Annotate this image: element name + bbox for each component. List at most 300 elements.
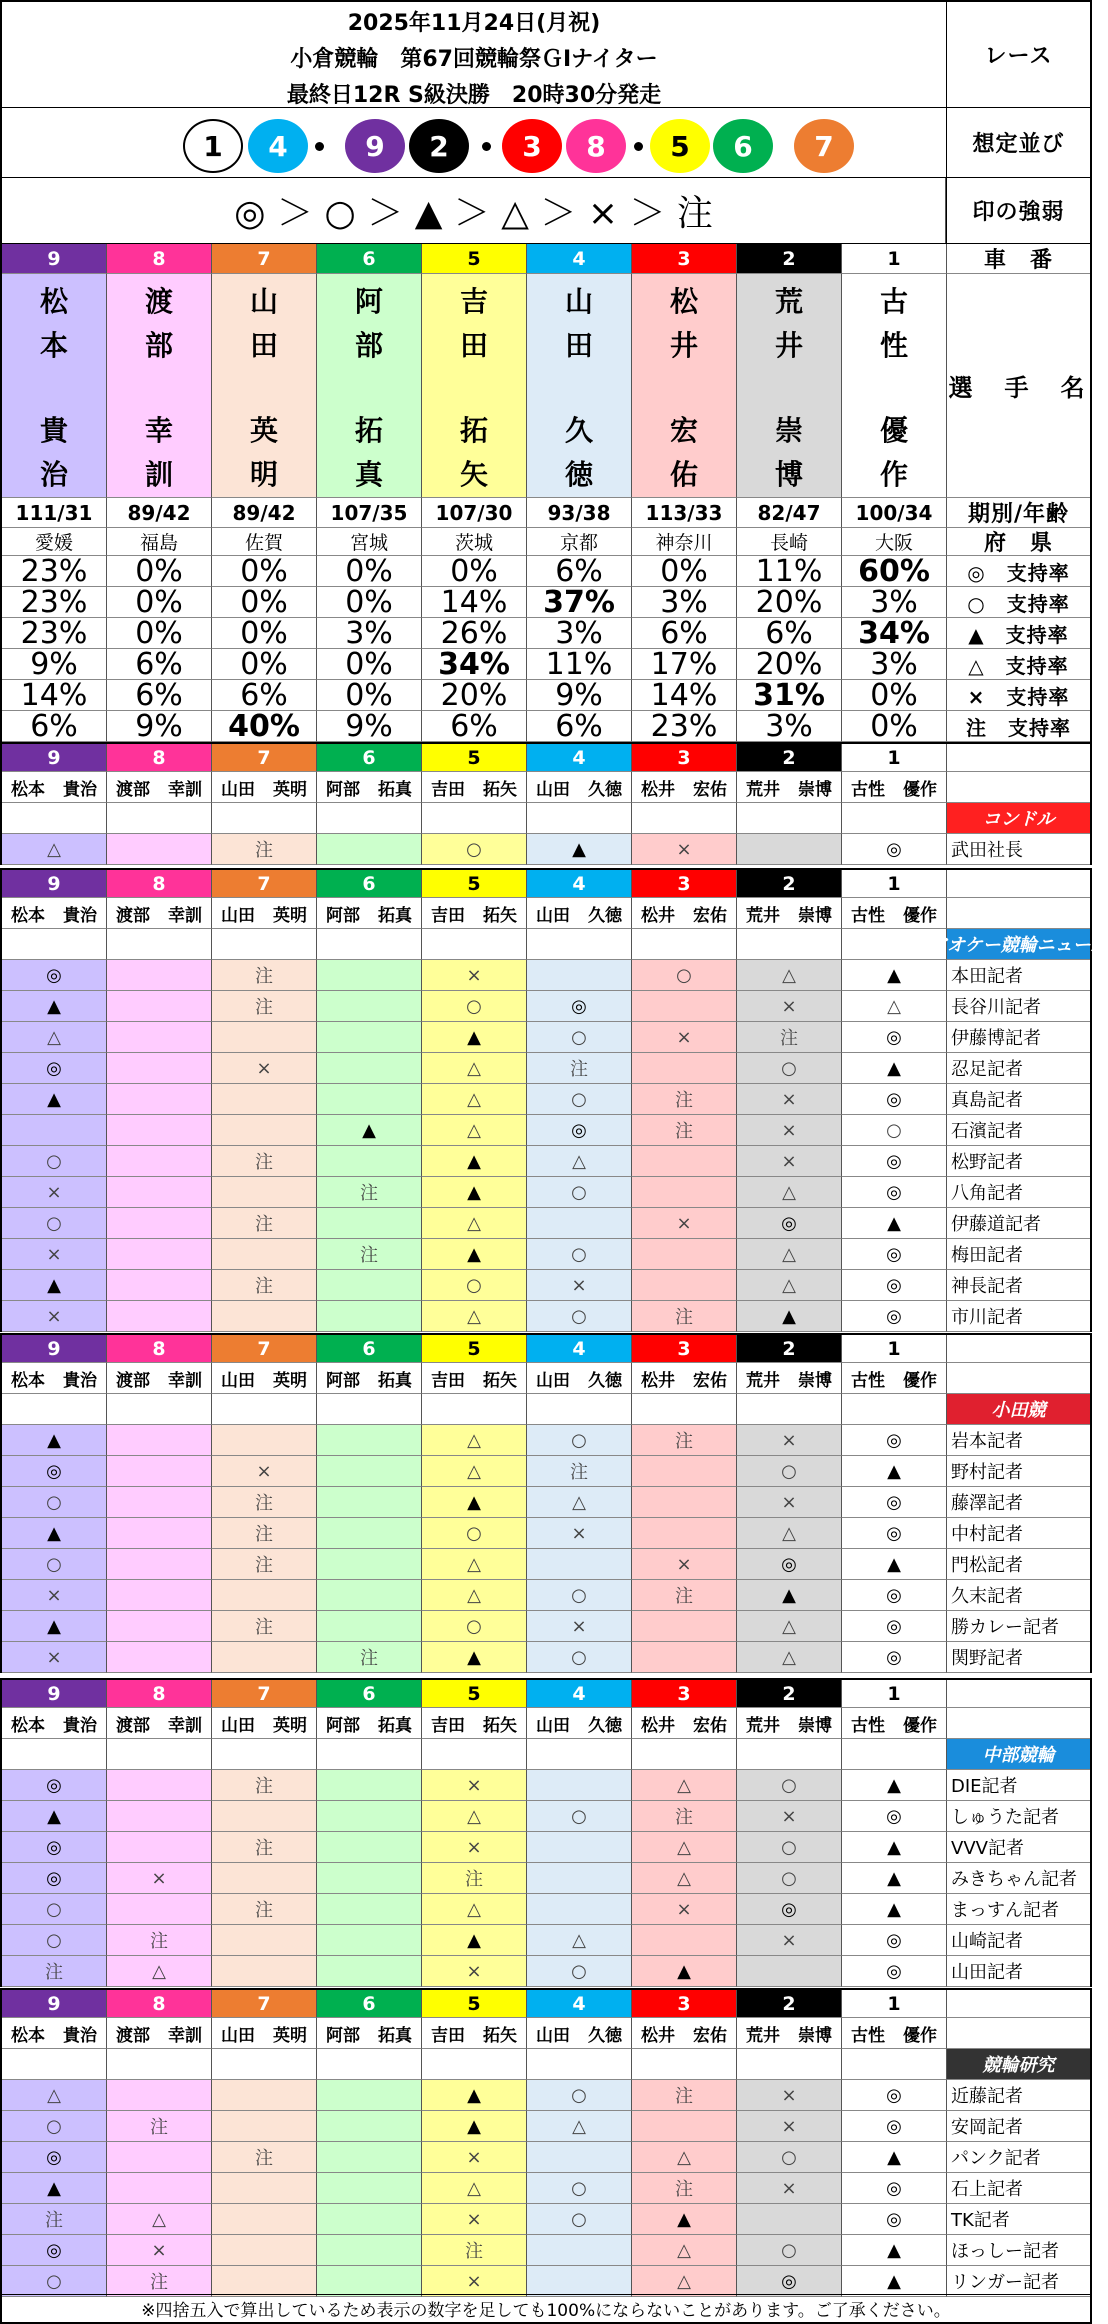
prediction-mark: ◎ [842, 1611, 947, 1642]
rider-name-char: 真 [354, 458, 383, 491]
prediction-mark [107, 1053, 212, 1084]
rider-short-surname: 松本 [11, 779, 45, 800]
rider-short-surname: 松井 [641, 779, 675, 800]
prediction-mark: × [527, 1270, 632, 1301]
car-number-1: 1 [842, 1990, 947, 2018]
car-number-5: 5 [422, 1335, 527, 1363]
car-number-9: 9 [2, 1335, 107, 1363]
prediction-mark: ▲ [737, 1580, 842, 1611]
prediction-mark: ◎ [842, 1022, 947, 1053]
support-rate-value: 0% [317, 649, 422, 680]
rider-name [317, 274, 422, 498]
mark-strength-label: 印の強弱 [946, 178, 1090, 243]
support-rate-value: 40% [212, 711, 317, 742]
rider-short-name [212, 2018, 317, 2049]
prediction-mark: ◎ [842, 1425, 947, 1456]
logo-row-blank [2, 1739, 107, 1770]
rider-short-given: 拓真 [378, 779, 412, 800]
prediction-mark [212, 1425, 317, 1456]
support-rate-value: 34% [842, 618, 947, 649]
predictor-name: 安岡記者 [947, 2111, 1090, 2142]
prediction-row [0, 1580, 1092, 1611]
car-number-2: 2 [737, 1990, 842, 2018]
rider-name-char: 田 [249, 329, 278, 362]
rider-name [527, 274, 632, 498]
predictor-name: ほっしー記者 [947, 2235, 1090, 2266]
rider-short-given: 拓矢 [483, 2025, 517, 2046]
rider-short-name [422, 1708, 527, 1739]
predictor-name: 伊藤博記者 [947, 1022, 1090, 1053]
prediction-mark: △ [737, 1611, 842, 1642]
prediction-mark [632, 2111, 737, 2142]
rider-prefecture: 福島 [107, 528, 212, 556]
prediction-mark: 注 [632, 1301, 737, 1332]
support-rate-label: ▲ 支持率 [947, 618, 1090, 649]
prediction-mark [212, 1022, 317, 1053]
rider-name-char: 幸 [144, 414, 173, 447]
prediction-mark [212, 1863, 317, 1894]
prediction-row [0, 1770, 1092, 1801]
section-rider-short-row [0, 2018, 1092, 2049]
predictor-name: パンク記者 [947, 2142, 1090, 2173]
prediction-mark: △ [422, 1549, 527, 1580]
prediction-mark [527, 1208, 632, 1239]
prediction-mark [632, 1239, 737, 1270]
support-rate-label: △ 支持率 [947, 649, 1090, 680]
logo-row-blank [317, 2049, 422, 2080]
prediction-mark [317, 1770, 422, 1801]
logo-row-blank [527, 803, 632, 834]
car-number-2: 2 [737, 1680, 842, 1708]
support-rate-value: 14% [2, 680, 107, 711]
prediction-mark: ▲ [527, 834, 632, 865]
support-rate-value: 6% [2, 711, 107, 742]
section-rider-short-row [0, 772, 1092, 803]
predictor-name: リンガー記者 [947, 2266, 1090, 2297]
section-header-blank [947, 1990, 1090, 2018]
prediction-mark: × [212, 1456, 317, 1487]
prediction-mark [317, 1925, 422, 1956]
rider-short-given: 貴治 [63, 779, 97, 800]
rider-short-given: 久徳 [588, 779, 622, 800]
car-number-8: 8 [107, 1335, 212, 1363]
rider-name-char: 阿 [354, 285, 383, 318]
prediction-mark [107, 834, 212, 865]
prediction-mark [212, 1301, 317, 1332]
prediction-mark: ▲ [2, 1425, 107, 1456]
prediction-mark: 注 [422, 2235, 527, 2266]
prediction-mark: ◎ [737, 1549, 842, 1580]
car-number-row [0, 244, 1092, 274]
car-number-9: 9 [2, 870, 107, 898]
prediction-mark: ◎ [737, 1208, 842, 1239]
formation-balls [2, 108, 946, 178]
prediction-mark [317, 1022, 422, 1053]
rider-short-given: 幸訓 [168, 779, 202, 800]
prediction-mark: 注 [212, 1549, 317, 1580]
formation-car-2: 2 [409, 119, 469, 173]
car-number-9: 9 [2, 1680, 107, 1708]
rider-short-name [842, 2018, 947, 2049]
rider-short-surname: 吉田 [431, 1715, 465, 1736]
rider-short-surname: 吉田 [431, 905, 465, 926]
prediction-mark: ◎ [842, 1487, 947, 1518]
prediction-mark: ○ [737, 1832, 842, 1863]
prediction-mark [107, 991, 212, 1022]
rider-short-name [527, 2018, 632, 2049]
rider-short-surname: 荒井 [746, 779, 780, 800]
support-rate-value: 0% [107, 618, 212, 649]
rider-name-char: 山 [249, 285, 278, 318]
rider-period-age: 100/34 [842, 498, 947, 528]
prediction-mark: 注 [2, 1956, 107, 1987]
prediction-mark: 注 [212, 1487, 317, 1518]
support-rate-value: 9% [527, 680, 632, 711]
support-rate-value: 3% [632, 587, 737, 618]
logo-row-blank [317, 1394, 422, 1425]
support-rate-value: 0% [212, 587, 317, 618]
prediction-mark [632, 1456, 737, 1487]
logo-row-blank [422, 929, 527, 960]
rider-short-surname: 山田 [221, 2025, 255, 2046]
prediction-mark: ◎ [842, 1518, 947, 1549]
prediction-mark: × [107, 2235, 212, 2266]
predictor-name: 武田社長 [947, 834, 1090, 865]
prediction-mark: ○ [527, 1580, 632, 1611]
logo-row-blank [842, 1394, 947, 1425]
logo-row-blank [2, 803, 107, 834]
car-number-7: 7 [212, 744, 317, 772]
logo-row-blank [527, 2049, 632, 2080]
support-rate-value: 3% [842, 587, 947, 618]
rider-short-name [632, 898, 737, 929]
prediction-mark [632, 1925, 737, 1956]
support-rate-value: 6% [422, 711, 527, 742]
logo-row-blank [842, 803, 947, 834]
prediction-mark: △ [422, 1301, 527, 1332]
rider-name-char: 英 [249, 414, 278, 447]
formation-car-7: 7 [794, 119, 854, 173]
prediction-mark [317, 1801, 422, 1832]
predictor-name: 伊藤道記者 [947, 1208, 1090, 1239]
prediction-mark [317, 1301, 422, 1332]
prediction-mark [107, 1239, 212, 1270]
prediction-mark: × [212, 1053, 317, 1084]
formation-separator-dot [315, 142, 324, 151]
section-header-blank [947, 1363, 1090, 1394]
prediction-mark [212, 2204, 317, 2235]
mark-strength-row [0, 178, 1092, 244]
prediction-mark: △ [107, 1956, 212, 1987]
logo-row-blank [737, 803, 842, 834]
prediction-mark [107, 1208, 212, 1239]
prediction-mark: △ [842, 991, 947, 1022]
rider-short-name [107, 1708, 212, 1739]
prediction-mark [107, 1580, 212, 1611]
prediction-mark: × [422, 1770, 527, 1801]
prediction-mark: 注 [212, 1894, 317, 1925]
car-number-1: 1 [842, 744, 947, 772]
prediction-mark [107, 1115, 212, 1146]
car-number-2: 2 [737, 870, 842, 898]
prediction-mark: △ [422, 1084, 527, 1115]
logo-row-blank [107, 1394, 212, 1425]
prediction-row [0, 1518, 1092, 1549]
car-number-9: 9 [2, 244, 107, 274]
rider-short-given: 英明 [273, 779, 307, 800]
section-rider-short-row [0, 1708, 1092, 1739]
prediction-mark: △ [632, 2142, 737, 2173]
car-number-3: 3 [632, 744, 737, 772]
prediction-row [0, 1456, 1092, 1487]
prediction-mark: ◎ [842, 1956, 947, 1987]
car-number-1: 1 [842, 244, 947, 274]
rider-short-given: 拓真 [378, 905, 412, 926]
support-rate-value: 11% [737, 556, 842, 587]
prediction-mark: ○ [842, 1115, 947, 1146]
predictor-name: 梅田記者 [947, 1239, 1090, 1270]
logo-row-blank [527, 1394, 632, 1425]
logo-row-blank [212, 929, 317, 960]
source-logo: 中部競輪 [947, 1739, 1090, 1770]
prediction-mark: ○ [527, 2204, 632, 2235]
prediction-mark: ▲ [2, 1611, 107, 1642]
support-rate-value: 23% [2, 587, 107, 618]
rider-short-surname: 山田 [221, 779, 255, 800]
prediction-mark: △ [737, 960, 842, 991]
section-logo-row [0, 1394, 1092, 1425]
period-age-row [0, 498, 1092, 528]
prediction-mark: ▲ [842, 1863, 947, 1894]
prediction-mark: ○ [527, 2173, 632, 2204]
logo-row-blank [737, 929, 842, 960]
car-number-2: 2 [737, 744, 842, 772]
rider-name-char: 宏 [669, 414, 698, 447]
prediction-mark: × [422, 1956, 527, 1987]
prediction-mark: ○ [527, 1239, 632, 1270]
prediction-mark: 注 [527, 1456, 632, 1487]
rider-name [422, 274, 527, 498]
rider-period-age: 82/47 [737, 498, 842, 528]
predictor-name: 勝カレー記者 [947, 1611, 1090, 1642]
rider-name [212, 274, 317, 498]
prediction-mark: × [632, 1549, 737, 1580]
prediction-mark: ○ [737, 1770, 842, 1801]
car-number-3: 3 [632, 1680, 737, 1708]
prediction-mark: × [2, 1580, 107, 1611]
rider-short-given: 拓矢 [483, 1715, 517, 1736]
prediction-row [0, 1084, 1092, 1115]
rider-short-surname: 吉田 [431, 2025, 465, 2046]
rider-short-surname: 松本 [11, 1715, 45, 1736]
prediction-mark [2, 1115, 107, 1146]
rider-short-surname: 渡部 [116, 905, 150, 926]
support-rate-value: 6% [527, 556, 632, 587]
logo-row-blank [632, 2049, 737, 2080]
prediction-mark: 注 [632, 1580, 737, 1611]
prediction-mark: × [737, 1425, 842, 1456]
logo-row-blank [842, 1739, 947, 1770]
prediction-mark: 注 [632, 1801, 737, 1832]
prediction-mark: × [737, 1801, 842, 1832]
rider-short-given: 拓矢 [483, 905, 517, 926]
rider-short-given: 宏佑 [693, 779, 727, 800]
prediction-mark [107, 1022, 212, 1053]
prediction-mark [317, 1425, 422, 1456]
rider-short-name [212, 898, 317, 929]
car-number-9: 9 [2, 1990, 107, 2018]
prediction-mark [107, 1770, 212, 1801]
rider-period-age: 113/33 [632, 498, 737, 528]
rider-short-name [632, 772, 737, 803]
support-rate-row [0, 677, 1092, 713]
rider-name-vertical [775, 274, 803, 497]
rider-short-given: 貴治 [63, 2025, 97, 2046]
support-rate-value: 0% [212, 649, 317, 680]
prediction-mark: △ [737, 1177, 842, 1208]
prediction-mark: △ [422, 1425, 527, 1456]
car-number-7: 7 [212, 1990, 317, 2018]
formation-car-6: 6 [713, 119, 773, 173]
car-number-8: 8 [107, 870, 212, 898]
car-number-4: 4 [527, 1335, 632, 1363]
prediction-mark: △ [2, 2080, 107, 2111]
rider-name-char: 田 [564, 329, 593, 362]
prediction-mark: △ [527, 1925, 632, 1956]
rider-short-name [212, 772, 317, 803]
prediction-mark: ○ [422, 1611, 527, 1642]
rider-short-given: 幸訓 [168, 1715, 202, 1736]
car-number-8: 8 [107, 744, 212, 772]
rider-period-age: 89/42 [107, 498, 212, 528]
rider-short-surname: 古性 [851, 1370, 885, 1391]
rider-name-char: 性 [879, 329, 908, 362]
prediction-mark: ▲ [842, 1894, 947, 1925]
prediction-mark: ○ [2, 1146, 107, 1177]
support-rate-value: 9% [317, 711, 422, 742]
prediction-mark [317, 1518, 422, 1549]
rider-short-surname: 松本 [11, 1370, 45, 1391]
prediction-mark [317, 2080, 422, 2111]
rider-short-surname: 古性 [851, 905, 885, 926]
support-rate-label: 注 支持率 [947, 711, 1090, 742]
rider-prefecture: 大阪 [842, 528, 947, 556]
prediction-mark: ◎ [2, 1863, 107, 1894]
section-logo-row [0, 929, 1108, 960]
rider-name-char: 部 [354, 329, 383, 362]
logo-row-blank [527, 1739, 632, 1770]
formation-car-1: 1 [183, 119, 243, 173]
car-number-4: 4 [527, 744, 632, 772]
support-rate-row [0, 553, 1092, 589]
predictor-name: 野村記者 [947, 1456, 1090, 1487]
rider-short-name [737, 1708, 842, 1739]
support-rate-value: 6% [632, 618, 737, 649]
logo-row-blank [737, 1739, 842, 1770]
rider-short-surname: 阿部 [326, 1370, 360, 1391]
support-rate-value: 0% [107, 587, 212, 618]
formation-car-5: 5 [650, 119, 710, 173]
prediction-mark: ○ [527, 1084, 632, 1115]
prediction-mark [527, 2235, 632, 2266]
rider-short-name [422, 2018, 527, 2049]
car-number-8: 8 [107, 1990, 212, 2018]
prediction-mark: 注 [212, 991, 317, 1022]
prediction-mark: × [737, 1084, 842, 1115]
prediction-mark [317, 1894, 422, 1925]
prediction-mark: ○ [737, 1053, 842, 1084]
prediction-mark: △ [422, 1801, 527, 1832]
predictor-name: 近藤記者 [947, 2080, 1090, 2111]
prediction-row [0, 991, 1092, 1022]
prediction-mark [107, 1425, 212, 1456]
prediction-mark: ▲ [2, 991, 107, 1022]
rider-period-age: 93/38 [527, 498, 632, 528]
support-rate-value: 6% [212, 680, 317, 711]
rider-short-given: 久徳 [588, 1715, 622, 1736]
prediction-mark: ▲ [422, 1642, 527, 1673]
rider-short-given: 宏佑 [693, 905, 727, 926]
prediction-mark [107, 960, 212, 991]
rider-short-surname: 山田 [536, 2025, 570, 2046]
prediction-mark [212, 1642, 317, 1673]
prefecture-row [0, 528, 1092, 556]
prediction-mark: ▲ [842, 1549, 947, 1580]
prediction-mark [317, 991, 422, 1022]
rider-short-surname: 渡部 [116, 779, 150, 800]
prediction-row [0, 960, 1092, 991]
prediction-mark [212, 2266, 317, 2297]
prediction-row [0, 1177, 1092, 1208]
prediction-mark: ○ [737, 1456, 842, 1487]
support-rate-value: 23% [2, 618, 107, 649]
rider-short-surname: 山田 [221, 1370, 255, 1391]
prediction-mark: ○ [632, 960, 737, 991]
prediction-mark: ▲ [422, 1925, 527, 1956]
logo-row-blank [422, 1739, 527, 1770]
section-car-number-row [0, 868, 1092, 898]
prefecture-label: 府 県 [947, 528, 1090, 556]
prediction-mark [317, 1832, 422, 1863]
support-rate-value: 6% [527, 711, 632, 742]
rider-short-given: 拓真 [378, 1715, 412, 1736]
prediction-mark: ◎ [2, 1053, 107, 1084]
rider-short-surname: 阿部 [326, 1715, 360, 1736]
prediction-mark [107, 2142, 212, 2173]
prediction-mark [632, 1518, 737, 1549]
car-number-5: 5 [422, 870, 527, 898]
rider-name-char: 井 [774, 329, 803, 362]
prediction-mark [317, 834, 422, 865]
event-name: 小倉競輪 第67回競輪祭ＧⅠナイター [290, 47, 658, 72]
rider-name-char: 井 [669, 329, 698, 362]
race-label: レース [946, 2, 1090, 107]
prediction-mark: 注 [2, 2204, 107, 2235]
prediction-mark: ▲ [842, 1832, 947, 1863]
prediction-mark [107, 1456, 212, 1487]
rider-short-name [842, 772, 947, 803]
support-rate-row [0, 615, 1092, 651]
prediction-mark: ◎ [2, 2235, 107, 2266]
prediction-mark: ▲ [632, 2204, 737, 2235]
prediction-mark [212, 1580, 317, 1611]
support-rate-value: 0% [107, 556, 212, 587]
car-number-5: 5 [422, 1680, 527, 1708]
prediction-row [0, 1301, 1092, 1332]
prediction-mark [632, 1487, 737, 1518]
prediction-mark: × [737, 1115, 842, 1146]
prediction-mark: × [527, 1518, 632, 1549]
